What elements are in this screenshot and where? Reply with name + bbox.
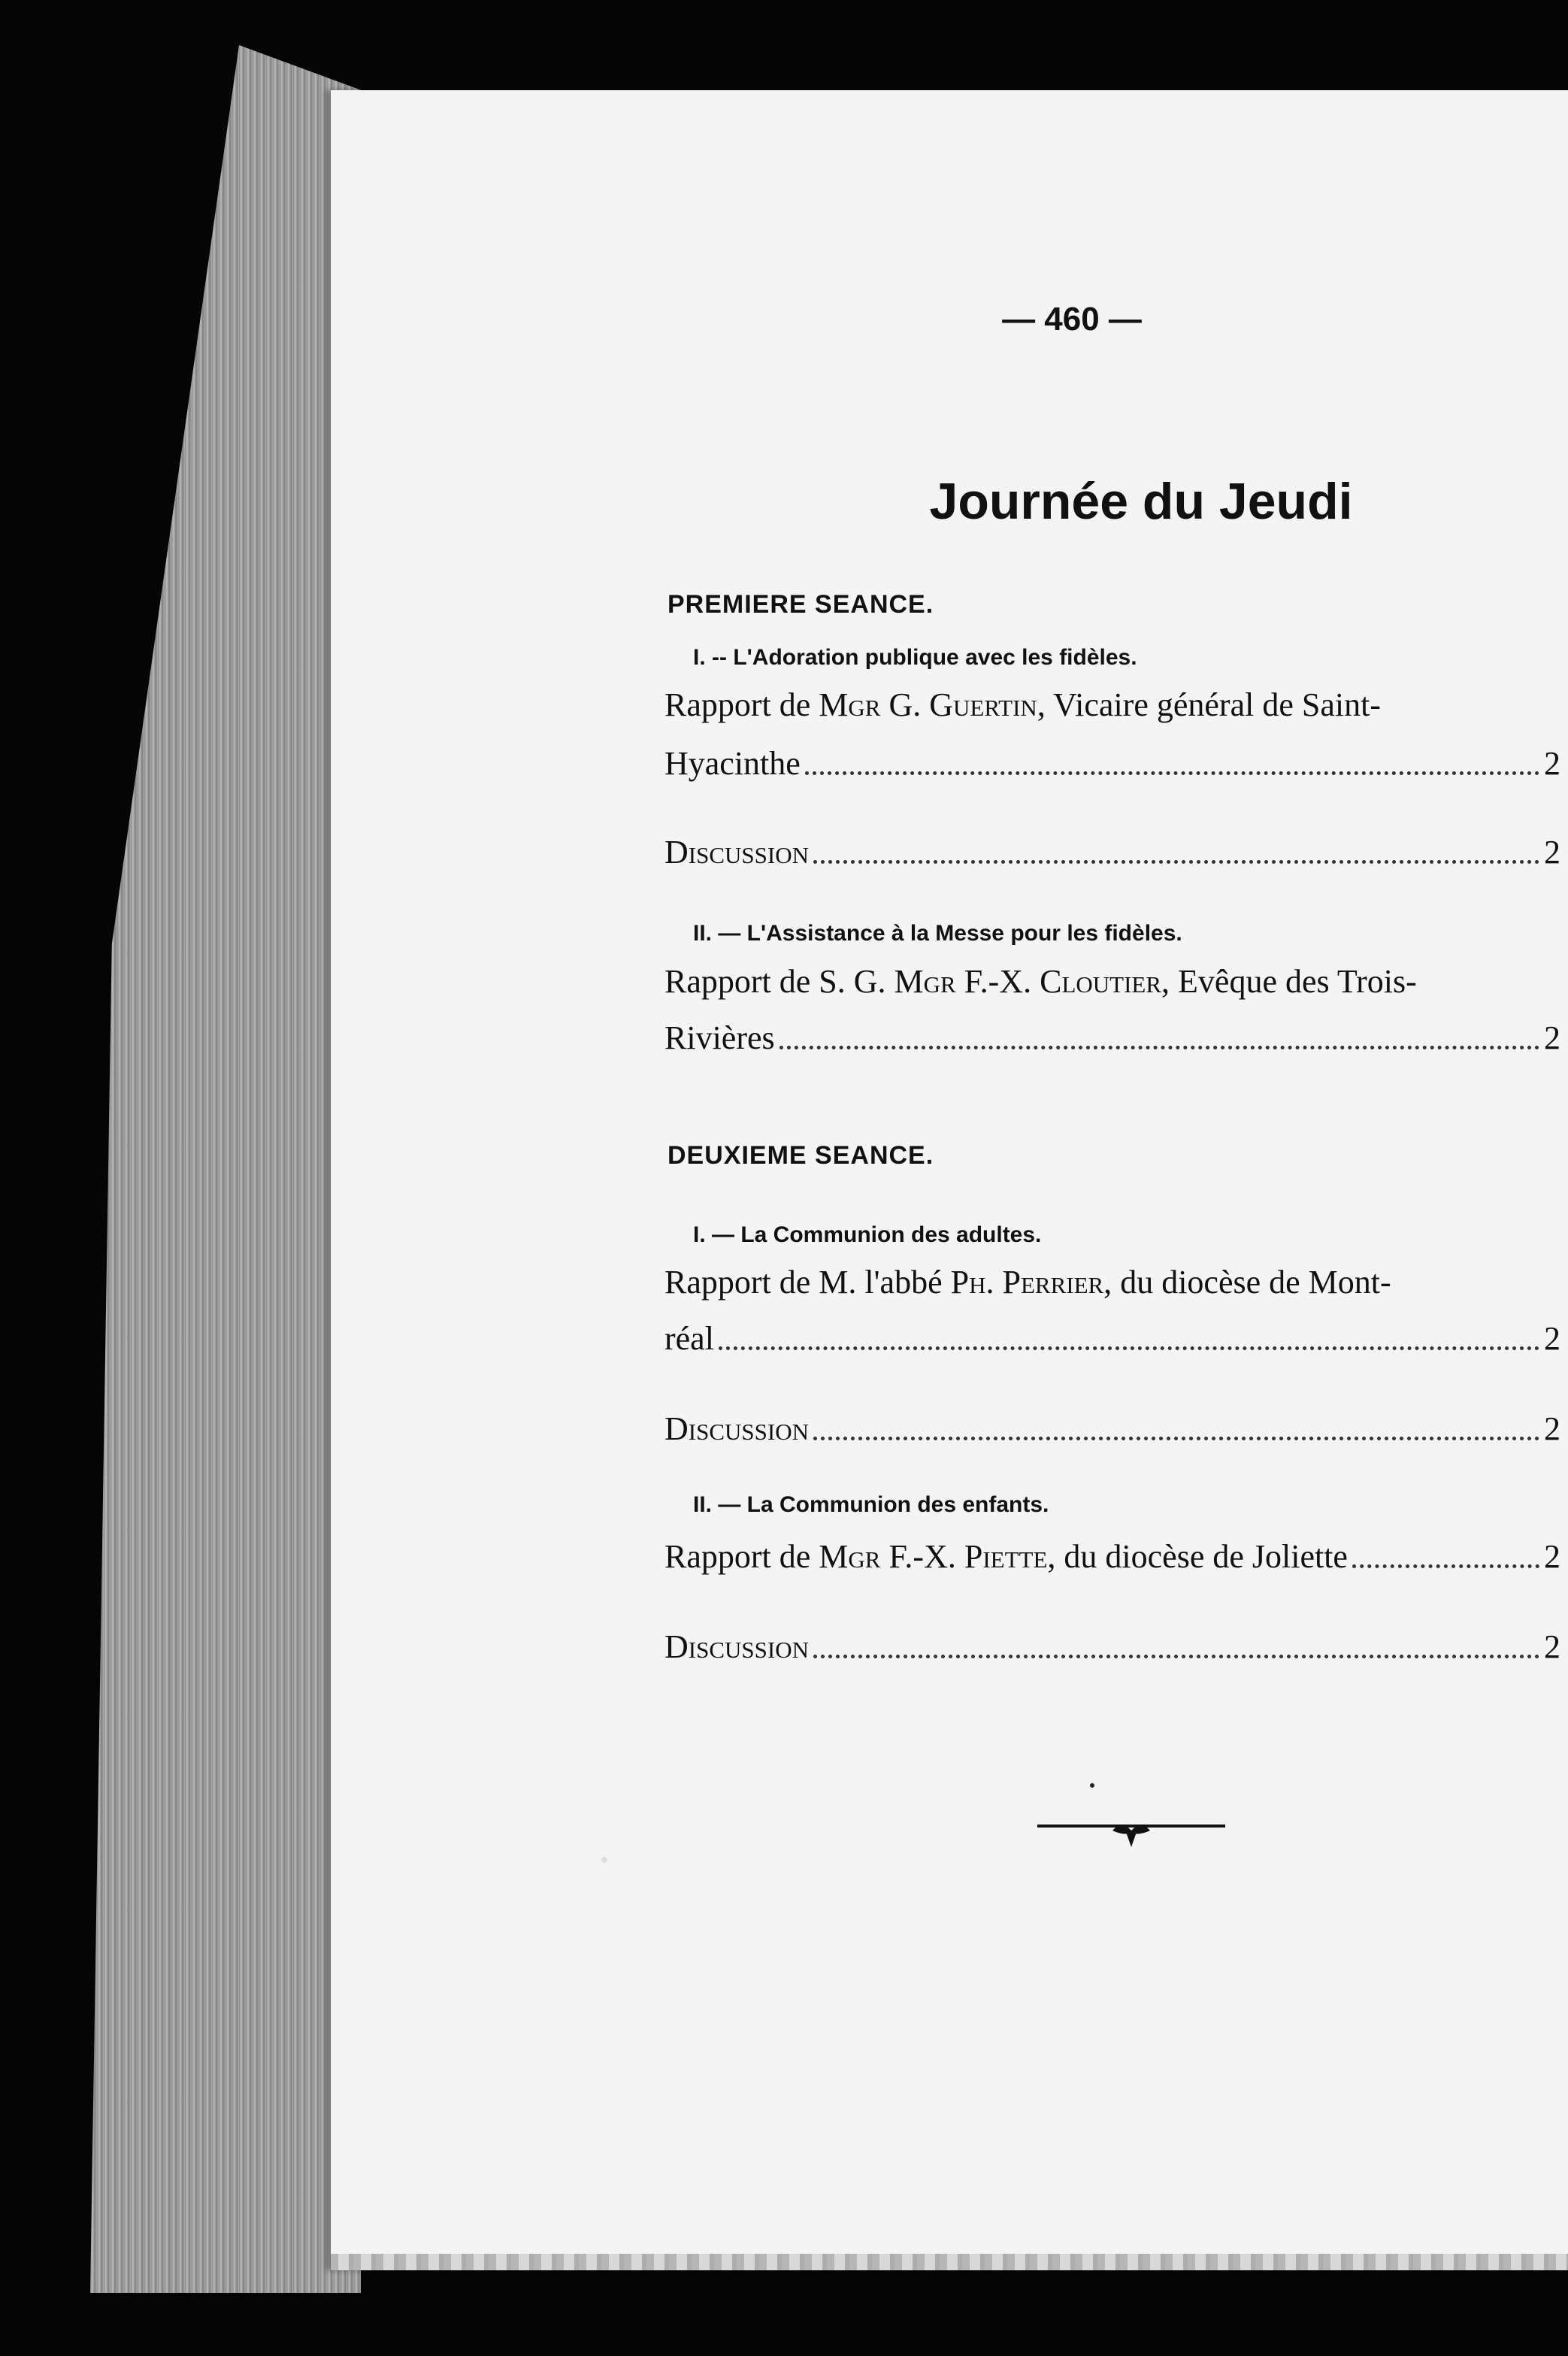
report-line [664, 962, 1551, 1001]
toc-entry-label: Discussion [664, 1628, 809, 1665]
toc-discussion [664, 833, 1566, 871]
toc-entry [664, 1537, 1566, 1576]
report-suffix: du diocèse de Mont- [1112, 1264, 1391, 1301]
dot-leader [719, 1346, 1539, 1350]
toc-discussion [664, 1628, 1566, 1666]
session-heading: DEUXIEME SEANCE. [667, 1141, 934, 1170]
toc-discussion [664, 1410, 1566, 1448]
fleuron-ornament-icon [1037, 1808, 1225, 1853]
report-author: Mgr F.-X. Cloutier, [894, 963, 1170, 1000]
report-author: Mgr G. Guertin, [819, 686, 1046, 723]
page-number: — 460 — [1002, 301, 1142, 338]
item-heading: II. — L'Assistance à la Messe pour les fidèles. [693, 921, 1182, 946]
report-line [664, 686, 1551, 724]
report-suffix: du diocèse de Joliette [1055, 1538, 1348, 1575]
toc-page-ref: 2 [1544, 745, 1560, 782]
dot-leader [1352, 1564, 1539, 1568]
toc-page-ref: 2 [1544, 1628, 1560, 1665]
toc-page-ref: 2 [1544, 1320, 1560, 1357]
report-prefix: Rapport de [664, 1538, 819, 1575]
report-suffix: Evêque des Trois- [1170, 963, 1417, 1000]
item-heading: I. — La Communion des adultes. [693, 1222, 1042, 1247]
report-suffix: Vicaire général de Saint- [1045, 686, 1381, 723]
toc-page-ref: 2 [1544, 1019, 1560, 1056]
toc-entry-label [664, 1537, 1348, 1576]
paper-speck [601, 1857, 607, 1863]
book-page-edges [90, 45, 361, 2293]
report-author: Ph. Perrier, [950, 1264, 1112, 1301]
dot-leader [813, 1655, 1539, 1658]
toc-page-ref: 2 [1544, 1410, 1560, 1447]
item-heading: II. — La Communion des enfants. [693, 1492, 1049, 1517]
dot-leader [813, 860, 1539, 864]
dot-leader [805, 771, 1539, 775]
toc-page-ref: 2 [1544, 1538, 1560, 1575]
toc-entry-label: Discussion [664, 834, 809, 871]
toc-entry-label: réal [664, 1320, 714, 1357]
report-prefix: Rapport de M. l'abbé [664, 1264, 951, 1301]
session-heading: PREMIERE SEANCE. [667, 590, 934, 619]
report-author: Mgr F.-X. Piette, [819, 1538, 1056, 1575]
report-prefix: Rapport de [664, 686, 819, 723]
toc-page-ref: 2 [1544, 834, 1560, 871]
page-title: Journée du Jeudi [929, 473, 1353, 530]
report-prefix: Rapport de S. G. [664, 963, 894, 1000]
paper-speck [1090, 1783, 1094, 1788]
report-line [664, 1263, 1551, 1301]
toc-entry [664, 744, 1566, 783]
toc-entry-label: Discussion [664, 1410, 809, 1447]
dot-leader [779, 1046, 1539, 1049]
toc-entry [664, 1019, 1566, 1057]
item-heading: I. -- L'Adoration publique avec les fidèles. [693, 645, 1137, 670]
book-page [331, 90, 1568, 2270]
toc-entry [664, 1319, 1566, 1358]
dot-leader [813, 1437, 1539, 1440]
toc-entry-label: Hyacinthe [664, 745, 801, 782]
toc-entry-label: Rivières [664, 1019, 775, 1056]
